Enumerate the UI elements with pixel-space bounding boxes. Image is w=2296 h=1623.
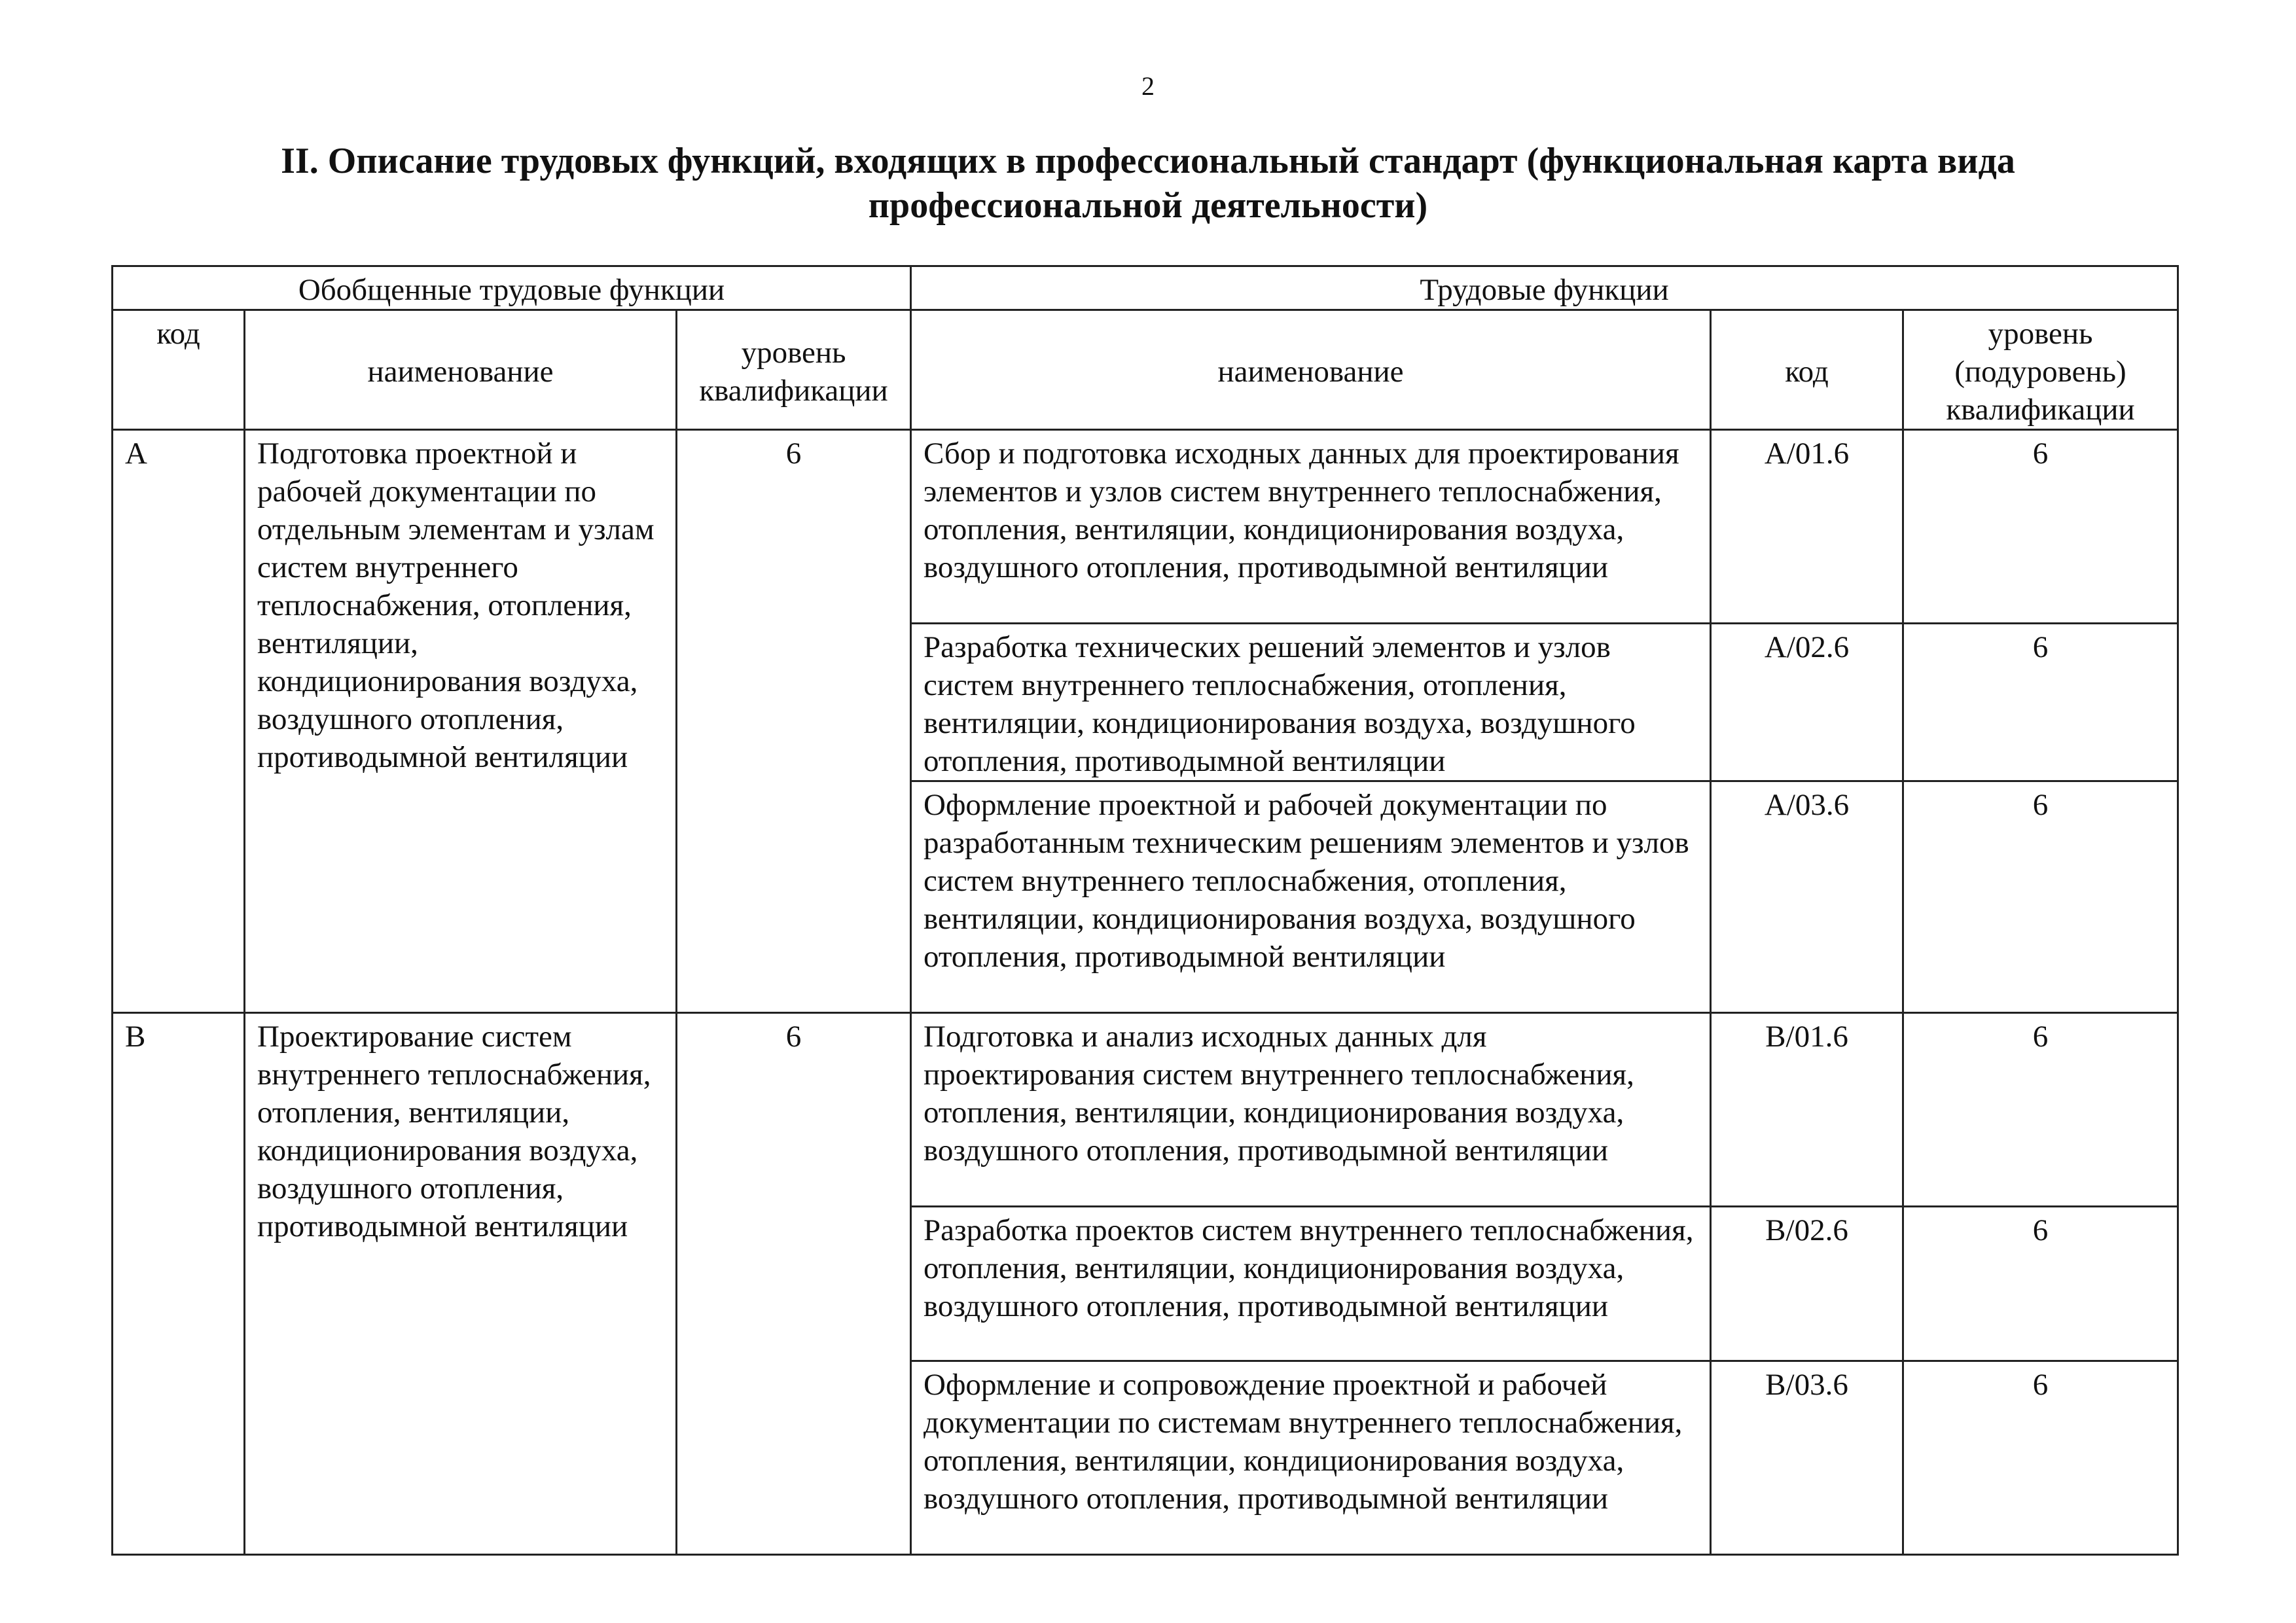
labor-function-name: Оформление и сопровождение проектной и рабочей документации по системам внутреннего теплоснабжения, отопления, вентиляции, кондиционирования воздуха, воздушного отопления, противодымной вентиляции (911, 1361, 1711, 1555)
page-number: 2 (1141, 71, 1155, 101)
gen-function-name: Подготовка проектной и рабочей документации по отдельным элементам и узлам систем внутреннего теплоснабжения, отопления, вентиляции, кондиционирования воздуха, воздушного отопления, противодымной вентиляции (245, 430, 677, 1013)
col-header-gen-name: наименование (245, 310, 677, 430)
col-header-gen-code: код (113, 310, 245, 430)
table-row (113, 1013, 2178, 1207)
labor-function-level: 6 (1903, 624, 2178, 781)
functional-map-table (111, 265, 2179, 1556)
generalized-functions-header: Обобщенные трудовые функции (113, 266, 911, 310)
labor-function-level: 6 (1903, 781, 2178, 1013)
group-header-row (113, 266, 2178, 310)
labor-function-level: 6 (1903, 1013, 2178, 1207)
labor-functions-header: Трудовые функции (911, 266, 2178, 310)
labor-function-level: 6 (1903, 1207, 2178, 1361)
gen-function-code: A (113, 430, 245, 1013)
labor-function-name: Подготовка и анализ исходных данных для проектирования систем внутреннего теплоснабжения, отопления, вентиляции, кондиционирования воздуха, воздушного отопления, противодымной вентиляции (911, 1013, 1711, 1207)
col-header-gen-level: уровень квалификации (677, 310, 911, 430)
labor-function-name: Разработка технических решений элементов и узлов систем внутреннего теплоснабжения, отопления, вентиляции, кондиционирования воздуха, воздушного отопления, противодымной вентиляции (911, 624, 1711, 781)
labor-function-code: B/02.6 (1711, 1207, 1903, 1361)
labor-function-code: A/02.6 (1711, 624, 1903, 781)
page-title: II. Описание трудовых функций, входящих в профессиональный стандарт (функциональная карта вида профессиональной деятельности) (281, 141, 2015, 226)
table-row (113, 430, 2178, 624)
labor-function-name: Разработка проектов систем внутреннего теплоснабжения, отопления, вентиляции, кондиционирования воздуха, воздушного отопления, противодымной вентиляции (911, 1207, 1711, 1361)
labor-function-code: A/01.6 (1711, 430, 1903, 624)
col-header-tf-name: наименование (911, 310, 1711, 430)
column-header-row (113, 310, 2178, 430)
labor-function-code: A/03.6 (1711, 781, 1903, 1013)
labor-function-level: 6 (1903, 430, 2178, 624)
gen-function-name: Проектирование систем внутреннего теплоснабжения, отопления, вентиляции, кондиционирования воздуха, воздушного отопления, противодымной вентиляции (245, 1013, 677, 1555)
gen-function-level: 6 (677, 430, 911, 1013)
labor-function-name: Оформление проектной и рабочей документации по разработанным техническим решениям элементов и узлов систем внутреннего теплоснабжения, отопления, вентиляции, кондиционирования воздуха, воздушного отопления, противодымной вентиляции (911, 781, 1711, 1013)
col-header-tf-level: уровень (подуровень) квалификации (1903, 310, 2178, 430)
gen-function-level: 6 (677, 1013, 911, 1555)
labor-function-name: Сбор и подготовка исходных данных для проектирования элементов и узлов систем внутреннего теплоснабжения, отопления, вентиляции, кондиционирования воздуха, воздушного отопления, противодымной вентиляции (911, 430, 1711, 624)
gen-function-code: B (113, 1013, 245, 1555)
labor-function-code: B/03.6 (1711, 1361, 1903, 1555)
labor-function-level: 6 (1903, 1361, 2178, 1555)
labor-function-code: B/01.6 (1711, 1013, 1903, 1207)
col-header-tf-code: код (1711, 310, 1903, 430)
